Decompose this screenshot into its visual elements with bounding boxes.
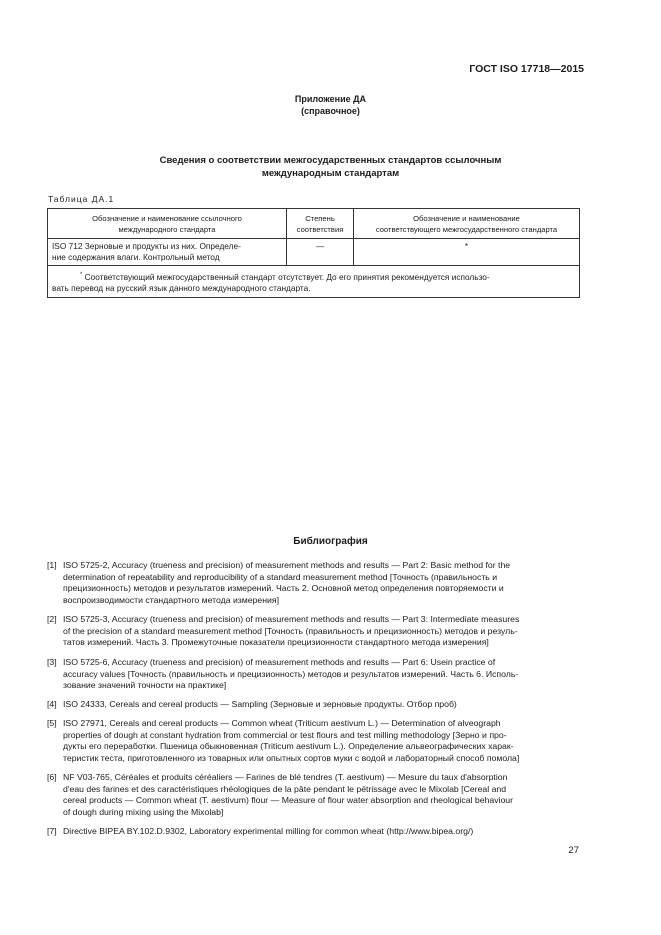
section-title bbox=[0, 154, 661, 180]
bib-entry: [7] Directive BIPEA BY.102.D.9302, Laboratory experimental milling for common wheat (http://www.bipea.org/) bbox=[47, 826, 474, 836]
bib-entry: [2] ISO 5725-3, Accuracy (trueness and precision) of measurement methods and results — Part 3: Intermediate measures of the precision of a standard measurement method [Точность (правильность и прецизионность) методов и резуль- татов измерений. Часть 3. Промежуточные показатели прецизионности стандартного метода измерения] bbox=[47, 614, 520, 648]
section-title-line1: Сведения о соответствии межгосударственных стандартов ссылочным bbox=[159, 155, 502, 166]
correspondence-table bbox=[47, 208, 580, 298]
section-title-line2: международным стандартам bbox=[261, 168, 400, 179]
header-reference-standard: Обозначение и наименование ссылочного международного стандарта bbox=[48, 209, 287, 239]
table-caption: Таблица ДА.1 bbox=[48, 194, 115, 204]
table-footnote bbox=[48, 266, 580, 298]
cell-interstate-standard: * bbox=[354, 239, 580, 266]
annex-title: Приложение ДА bbox=[294, 94, 367, 104]
header-degree: Степень соответствия bbox=[287, 209, 354, 239]
footnote-line2: вать перевод на русский язык данного международного стандарта. bbox=[52, 282, 311, 293]
annex-heading bbox=[0, 93, 661, 117]
bib-entry: [1] ISO 5725-2, Accuracy (trueness and precision) of measurement methods and results — Part 2: Basic method for the determination of repeatability and reproducibility of a standard measurement method [Точность (правильность и прецизионность) методов и результатов измерений. Часть 2. Основной метод определения повторяемости и воспроизводимости стандартного метода измерения] bbox=[47, 560, 511, 605]
bib-entry: [5] ISO 27971, Cereals and cereal products — Common wheat (Triticum aestivum L.) — Determination of alveograph properties of dough at constant hydration from commercial or test flours and test milling methodology [Зерно и про- дукты его переработки. Пшеница обыкновенная (Triticum aestivum L.). Определение альвеографических харак- теристик теста, приготовленного из товарных или опытных сортов муки с водой и лабораторный способ помола] bbox=[47, 718, 520, 763]
bib-entry: [3] ISO 5725-6, Accuracy (trueness and precision) of measurement methods and results — Part 6: Usein practice of accuracy values [Точность (правильность и прецизионность) методов и результатов измерений. Часть 6. Исполь- зование значений точности на практике] bbox=[47, 657, 519, 691]
bib-entry: [4] ISO 24333, Cereals and cereal products — Sampling (Зерновые и зерновые продукты. Отбор проб) bbox=[47, 699, 457, 709]
annex-subtitle: (справочное) bbox=[301, 106, 360, 116]
bibliography-title: Библиография bbox=[293, 536, 368, 547]
footnote-mark: * bbox=[80, 272, 83, 278]
standard-designation: ГОСТ ISO 17718—2015 bbox=[469, 63, 584, 75]
bib-entry: [6] NF V03-765, Céréales et produits céréaliers — Farines de blé tendres (T. aestivum) — Mesure du taux d'absorption d'eau des farines et des caractéristiques rhéologiques de la pâte pendant le pétrissage avec le Mixolab [Cereal and cereal products — Common wheat (T. aestivum) flour — Measure of flour water absorption and rheological behaviour of dough during mixing using the Mixolab] bbox=[47, 772, 514, 817]
table-header-row bbox=[48, 209, 580, 239]
table-footnote-row bbox=[48, 266, 580, 298]
cell-degree: — bbox=[287, 239, 354, 266]
cell-reference-standard: ISO 712 Зерновые и продукты из них. Определе- ние содержания влаги. Контрольный метод bbox=[48, 239, 287, 266]
footnote-line1: Соответствующий межгосударственный стандарт отсутствует. До его принятия рекомендуется использо- bbox=[84, 271, 490, 282]
header-interstate-standard: Обозначение и наименование соответствующего межгосударственного стандарта bbox=[354, 209, 580, 239]
page-number: 27 bbox=[568, 845, 579, 856]
table-row bbox=[48, 239, 580, 266]
